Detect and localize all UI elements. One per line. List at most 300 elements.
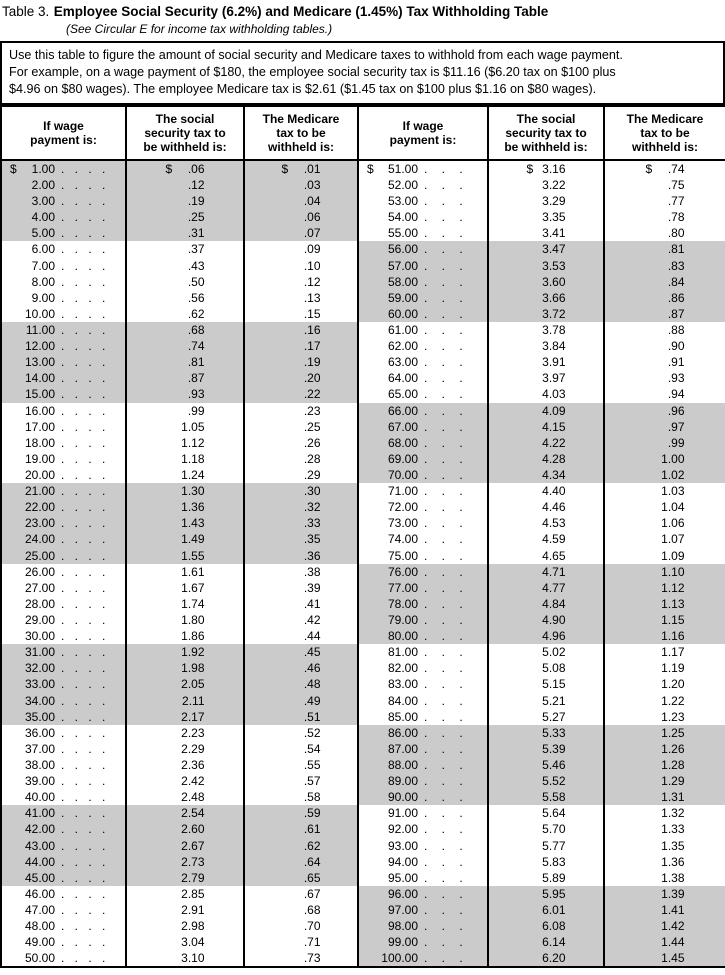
- ss-tax-value: 2.79: [181, 870, 205, 885]
- wage-value: 23.00: [24, 516, 55, 531]
- wage-value: 79.00: [387, 613, 418, 627]
- wage-cell: [1, 612, 126, 628]
- leader-dots: . . . .: [61, 774, 106, 789]
- medicare-tax-value: .84: [667, 274, 685, 289]
- table-row: [1, 386, 725, 402]
- ss-tax-cell: [488, 290, 604, 306]
- ss-tax-cell: [126, 805, 244, 821]
- wage-cell: [1, 709, 126, 725]
- instructions-line: For example, on a wage payment of $180, the employee social security tax is $11.16 ($6.20 tax on $100 plus: [9, 65, 616, 79]
- table-row: [1, 419, 725, 435]
- medicare-tax-cell: [604, 515, 725, 531]
- medicare-tax-cell: [604, 370, 725, 386]
- ss-tax-cell: [126, 918, 244, 934]
- wage-cell: [358, 660, 488, 676]
- medicare-tax-value: .22: [303, 387, 321, 402]
- wage-cell: [1, 451, 126, 467]
- medicare-tax-cell: [244, 934, 358, 950]
- wage-value: 54.00: [387, 210, 418, 225]
- ss-tax-value: 3.84: [542, 339, 566, 354]
- wage-value: 30.00: [24, 629, 55, 644]
- wage-cell: [1, 483, 126, 499]
- medicare-tax-value: .75: [667, 178, 685, 193]
- wage-value: 73.00: [387, 516, 418, 531]
- ss-tax-value: .19: [187, 194, 205, 209]
- leader-dots: . . . .: [61, 178, 106, 193]
- leader-dots: . . . .: [61, 613, 106, 627]
- table-row: [1, 757, 725, 773]
- wage-value: 15.00: [24, 387, 55, 402]
- wage-value: 17.00: [24, 419, 55, 434]
- wage-cell: [358, 741, 488, 757]
- ss-tax-cell: [488, 209, 604, 225]
- ss-tax-cell: [488, 499, 604, 515]
- ss-tax-value: 2.98: [181, 919, 205, 934]
- leader-dots: . . .: [424, 564, 463, 579]
- medicare-tax-value: 1.23: [661, 709, 685, 724]
- ss-tax-value: 1.74: [181, 596, 205, 611]
- ss-tax-value: 4.46: [542, 500, 566, 515]
- leader-dots: . . .: [424, 886, 463, 901]
- wage-value: 39.00: [24, 774, 55, 789]
- leader-dots: . . . .: [61, 451, 106, 466]
- wage-cell: [1, 515, 126, 531]
- wage-cell: [358, 548, 488, 564]
- medicare-tax-cell: [244, 451, 358, 467]
- ss-tax-cell: [488, 338, 604, 354]
- wage-value: 85.00: [387, 709, 418, 724]
- ss-tax-cell: [488, 660, 604, 676]
- wage-cell: [1, 548, 126, 564]
- ss-tax-value: 2.05: [181, 677, 205, 692]
- medicare-tax-cell: [604, 902, 725, 918]
- ss-tax-cell: [126, 821, 244, 837]
- wage-cell: [358, 290, 488, 306]
- ss-tax-value: .74: [187, 339, 205, 354]
- wage-value: 68.00: [387, 435, 418, 450]
- leader-dots: . . .: [424, 403, 463, 418]
- ss-tax-value: .43: [187, 258, 205, 273]
- wage-cell: [358, 338, 488, 354]
- ss-tax-value: 5.95: [542, 886, 566, 901]
- table-row: [1, 193, 725, 209]
- table-row: [1, 467, 725, 483]
- ss-tax-cell: [488, 854, 604, 870]
- ss-tax-cell: [126, 386, 244, 402]
- wage-value: 99.00: [387, 935, 418, 950]
- medicare-tax-cell: [604, 483, 725, 499]
- medicare-tax-cell: [604, 805, 725, 821]
- ss-tax-value: 4.40: [542, 484, 566, 499]
- medicare-tax-value: .67: [303, 886, 321, 901]
- currency-symbol: $: [165, 162, 173, 176]
- ss-tax-cell: [126, 306, 244, 322]
- medicare-tax-value: 1.04: [661, 500, 685, 515]
- leader-dots: . . . .: [61, 902, 106, 917]
- table-row: [1, 515, 725, 531]
- wage-value: 53.00: [387, 194, 418, 209]
- ss-tax-cell: [126, 483, 244, 499]
- wage-value: 92.00: [387, 822, 418, 837]
- ss-tax-value: 1.43: [181, 516, 205, 531]
- medicare-tax-cell: [244, 548, 358, 564]
- medicare-tax-cell: [604, 209, 725, 225]
- wage-value: 36.00: [24, 725, 55, 740]
- table-row: [1, 805, 725, 821]
- medicare-tax-cell: [604, 757, 725, 773]
- currency-symbol: $: [10, 162, 17, 176]
- medicare-tax-cell: [604, 290, 725, 306]
- ss-tax-value: 2.11: [182, 693, 205, 708]
- table-row: [1, 870, 725, 886]
- ss-tax-cell: [126, 709, 244, 725]
- table-row: [1, 370, 725, 386]
- medicare-tax-cell: [244, 612, 358, 628]
- medicare-tax-value: 1.10: [661, 564, 685, 579]
- leader-dots: . . .: [424, 516, 463, 531]
- medicare-tax-cell: [604, 886, 725, 902]
- wage-cell: [1, 693, 126, 709]
- ss-tax-cell: [488, 531, 604, 547]
- medicare-tax-value: .10: [303, 258, 321, 273]
- ss-tax-cell: [126, 177, 244, 193]
- leader-dots: . . .: [424, 339, 463, 354]
- ss-tax-value: 2.60: [181, 822, 205, 837]
- medicare-tax-cell: [604, 177, 725, 193]
- ss-tax-cell: [126, 854, 244, 870]
- medicare-tax-value: .73: [303, 951, 321, 966]
- ss-tax-cell: [126, 741, 244, 757]
- table-row: [1, 499, 725, 515]
- ss-tax-cell: [488, 773, 604, 789]
- medicare-tax-cell: [604, 596, 725, 612]
- wage-cell: [358, 177, 488, 193]
- medicare-tax-cell: [604, 193, 725, 209]
- ss-tax-value: 3.47: [542, 242, 566, 257]
- ss-tax-cell: [126, 693, 244, 709]
- leader-dots: . . .: [424, 806, 463, 821]
- ss-tax-cell: [488, 676, 604, 692]
- table-row: [1, 821, 725, 837]
- wage-cell: [358, 370, 488, 386]
- medicare-tax-value: .83: [667, 258, 685, 273]
- medicare-tax-cell: [244, 676, 358, 692]
- medicare-tax-cell: [244, 773, 358, 789]
- medicare-tax-value: 1.09: [661, 548, 685, 563]
- wage-value: 8.00: [31, 274, 55, 289]
- medicare-tax-value: .70: [303, 919, 321, 934]
- wage-value: 82.00: [387, 661, 418, 676]
- ss-tax-value: 3.41: [542, 226, 566, 241]
- ss-tax-cell: [488, 354, 604, 370]
- ss-tax-value: .31: [187, 226, 205, 241]
- wage-cell: [1, 531, 126, 547]
- medicare-tax-value: .58: [303, 790, 321, 805]
- medicare-tax-cell: [604, 403, 725, 419]
- medicare-tax-cell: [244, 854, 358, 870]
- leader-dots: . . .: [424, 371, 463, 386]
- medicare-tax-value: 1.38: [661, 870, 685, 885]
- ss-tax-value: 3.29: [542, 194, 566, 209]
- wage-value: 9.00: [31, 290, 55, 305]
- ss-tax-value: 5.08: [542, 661, 566, 676]
- ss-tax-cell: [126, 612, 244, 628]
- medicare-tax-value: 1.17: [661, 645, 685, 660]
- ss-tax-cell: [126, 596, 244, 612]
- wage-value: 67.00: [387, 419, 418, 434]
- ss-tax-cell: [488, 821, 604, 837]
- ss-tax-value: 4.15: [542, 419, 566, 434]
- wage-cell: [358, 564, 488, 580]
- medicare-tax-cell: [244, 160, 358, 177]
- wage-value: 69.00: [387, 451, 418, 466]
- ss-tax-value: 5.27: [542, 709, 566, 724]
- ss-tax-cell: [488, 403, 604, 419]
- medicare-tax-cell: [604, 628, 725, 644]
- leader-dots: . . . .: [61, 596, 106, 611]
- table-row: [1, 580, 725, 596]
- wage-value: 13.00: [24, 355, 55, 370]
- medicare-tax-value: .03: [303, 178, 321, 193]
- wage-value: 56.00: [387, 242, 418, 257]
- leader-dots: . . .: [424, 935, 463, 950]
- wage-value: 40.00: [24, 790, 55, 805]
- table-row: [1, 322, 725, 338]
- ss-tax-cell: [488, 693, 604, 709]
- ss-tax-value: .06: [187, 162, 205, 176]
- leader-dots: . . .: [424, 757, 463, 772]
- wage-cell: [358, 354, 488, 370]
- ss-tax-value: 1.30: [181, 484, 205, 499]
- ss-tax-value: 3.78: [542, 323, 566, 338]
- wage-cell: [358, 789, 488, 805]
- wage-value: 75.00: [387, 548, 418, 563]
- medicare-tax-cell: [244, 177, 358, 193]
- wage-cell: [1, 193, 126, 209]
- medicare-tax-value: .29: [303, 468, 321, 483]
- medicare-tax-cell: [244, 322, 358, 338]
- medicare-tax-value: .09: [303, 242, 321, 257]
- wage-cell: [1, 209, 126, 225]
- leader-dots: . . .: [424, 387, 463, 402]
- leader-dots: . . .: [424, 838, 463, 853]
- ss-tax-cell: [126, 676, 244, 692]
- ss-tax-cell: [126, 660, 244, 676]
- wage-cell: [1, 870, 126, 886]
- wage-value: 31.00: [24, 645, 55, 660]
- medicare-tax-cell: [604, 580, 725, 596]
- medicare-tax-cell: [244, 902, 358, 918]
- ss-tax-cell: [488, 580, 604, 596]
- medicare-tax-value: .45: [303, 645, 321, 660]
- wage-value: 47.00: [24, 902, 55, 917]
- medicare-tax-cell: [604, 499, 725, 515]
- ss-tax-cell: [126, 837, 244, 853]
- wage-cell: [358, 403, 488, 419]
- medicare-tax-value: 1.15: [661, 613, 685, 627]
- medicare-tax-value: .88: [667, 323, 685, 338]
- wage-value: 84.00: [387, 693, 418, 708]
- medicare-tax-value: 1.16: [661, 629, 685, 644]
- ss-tax-value: 4.53: [542, 516, 566, 531]
- wage-value: 5.00: [31, 226, 55, 241]
- ss-tax-cell: [126, 435, 244, 451]
- medicare-tax-cell: [244, 193, 358, 209]
- leader-dots: . . .: [424, 290, 463, 305]
- ss-tax-cell: [488, 370, 604, 386]
- wage-value: 20.00: [24, 468, 55, 483]
- ss-tax-cell: [126, 225, 244, 241]
- ss-tax-value: 4.59: [542, 532, 566, 547]
- wage-cell: [358, 531, 488, 547]
- table-number-label: Table 3.: [2, 4, 50, 19]
- medicare-tax-cell: [604, 274, 725, 290]
- table-row: [1, 306, 725, 322]
- wage-value: 77.00: [387, 580, 418, 595]
- ss-tax-value: 5.89: [542, 870, 566, 885]
- ss-tax-value: 2.23: [181, 725, 205, 740]
- medicare-tax-cell: [604, 693, 725, 709]
- medicare-tax-cell: [244, 354, 358, 370]
- medicare-tax-value: .78: [667, 210, 685, 225]
- wage-value: 12.00: [24, 339, 55, 354]
- table-row: [1, 258, 725, 274]
- leader-dots: . . .: [424, 822, 463, 837]
- wage-cell: [358, 870, 488, 886]
- wage-cell: [358, 854, 488, 870]
- wage-cell: [1, 499, 126, 515]
- wage-cell: [1, 564, 126, 580]
- leader-dots: . . .: [424, 596, 463, 611]
- wage-value: 100.00: [381, 951, 418, 966]
- medicare-tax-cell: [604, 306, 725, 322]
- wage-value: 65.00: [387, 387, 418, 402]
- leader-dots: . . .: [424, 419, 463, 434]
- ss-tax-value: 2.73: [181, 854, 205, 869]
- table-subtitle: (See Circular E for income tax withholding tables.): [66, 22, 333, 36]
- ss-tax-cell: [488, 950, 604, 967]
- leader-dots: . . . .: [61, 725, 106, 740]
- medicare-tax-value: .39: [303, 580, 321, 595]
- leader-dots: . . . .: [61, 854, 106, 869]
- leader-dots: . . .: [424, 613, 463, 627]
- ss-tax-cell: [488, 886, 604, 902]
- ss-tax-value: 4.90: [542, 613, 566, 627]
- medicare-tax-value: .74: [667, 162, 685, 176]
- leader-dots: . . . .: [61, 677, 106, 692]
- leader-dots: . . . .: [61, 709, 106, 724]
- medicare-tax-value: 1.28: [661, 757, 685, 772]
- leader-dots: . . . .: [61, 516, 106, 531]
- wage-value: 28.00: [24, 596, 55, 611]
- medicare-tax-value: 1.29: [661, 774, 685, 789]
- medicare-tax-cell: [244, 580, 358, 596]
- instructions-box: [0, 41, 725, 105]
- medicare-tax-value: .48: [303, 677, 321, 692]
- wage-value: 14.00: [24, 371, 55, 386]
- leader-dots: . . .: [424, 548, 463, 563]
- table-row: [1, 837, 725, 853]
- wage-cell: [358, 435, 488, 451]
- ss-tax-value: 1.92: [181, 645, 205, 660]
- wage-value: 42.00: [24, 822, 55, 837]
- leader-dots: . . . .: [61, 838, 106, 853]
- ss-tax-value: .25: [187, 210, 205, 225]
- header-medicare-tax-right: The Medicare tax to be withheld is:: [604, 106, 725, 160]
- medicare-tax-value: 1.41: [661, 902, 685, 917]
- medicare-tax-cell: [604, 789, 725, 805]
- wage-value: 35.00: [24, 709, 55, 724]
- ss-tax-value: 3.72: [542, 306, 566, 321]
- medicare-tax-cell: [244, 515, 358, 531]
- ss-tax-cell: [488, 322, 604, 338]
- medicare-tax-value: .07: [303, 226, 321, 241]
- wage-cell: [358, 225, 488, 241]
- ss-tax-value: 6.01: [542, 902, 566, 917]
- leader-dots: . . . .: [61, 806, 106, 821]
- ss-tax-value: 5.33: [542, 725, 566, 740]
- ss-tax-cell: [126, 950, 244, 967]
- wage-value: 24.00: [24, 532, 55, 547]
- medicare-tax-cell: [244, 467, 358, 483]
- ss-tax-cell: [488, 435, 604, 451]
- medicare-tax-cell: [604, 725, 725, 741]
- leader-dots: . . . .: [61, 532, 106, 547]
- ss-tax-cell: [488, 757, 604, 773]
- medicare-tax-value: 1.20: [661, 677, 685, 692]
- ss-tax-value: 5.77: [542, 838, 566, 853]
- wage-cell: [1, 676, 126, 692]
- leader-dots: . . .: [424, 178, 463, 193]
- ss-tax-value: 1.61: [181, 564, 205, 579]
- wage-value: 88.00: [387, 757, 418, 772]
- medicare-tax-value: 1.33: [661, 822, 685, 837]
- leader-dots: . . .: [424, 951, 463, 966]
- wage-value: 93.00: [387, 838, 418, 853]
- wage-value: 90.00: [387, 790, 418, 805]
- table-row: [1, 741, 725, 757]
- table-row: [1, 564, 725, 580]
- medicare-tax-cell: [244, 693, 358, 709]
- medicare-tax-value: .94: [667, 387, 685, 402]
- wage-value: 44.00: [24, 854, 55, 869]
- medicare-tax-cell: [244, 837, 358, 853]
- ss-tax-value: 5.70: [542, 822, 566, 837]
- medicare-tax-value: .97: [667, 419, 685, 434]
- medicare-tax-value: .64: [303, 854, 321, 869]
- ss-tax-value: 4.71: [542, 564, 566, 579]
- leader-dots: . . .: [424, 693, 463, 708]
- leader-dots: . . . .: [61, 484, 106, 499]
- medicare-tax-cell: [244, 918, 358, 934]
- ss-tax-cell: [126, 322, 244, 338]
- table-body: [1, 160, 725, 967]
- medicare-tax-value: .90: [667, 339, 685, 354]
- leader-dots: . . . .: [61, 935, 106, 950]
- ss-tax-value: 4.84: [542, 596, 566, 611]
- wage-value: 19.00: [24, 451, 55, 466]
- ss-tax-cell: [126, 258, 244, 274]
- medicare-tax-value: 1.07: [661, 532, 685, 547]
- wage-value: 33.00: [24, 677, 55, 692]
- wage-value: 22.00: [24, 500, 55, 515]
- ss-tax-cell: [488, 837, 604, 853]
- medicare-tax-cell: [244, 306, 358, 322]
- medicare-tax-value: 1.32: [661, 806, 685, 821]
- ss-tax-cell: [126, 499, 244, 515]
- medicare-tax-value: .33: [303, 516, 321, 531]
- medicare-tax-value: .06: [303, 210, 321, 225]
